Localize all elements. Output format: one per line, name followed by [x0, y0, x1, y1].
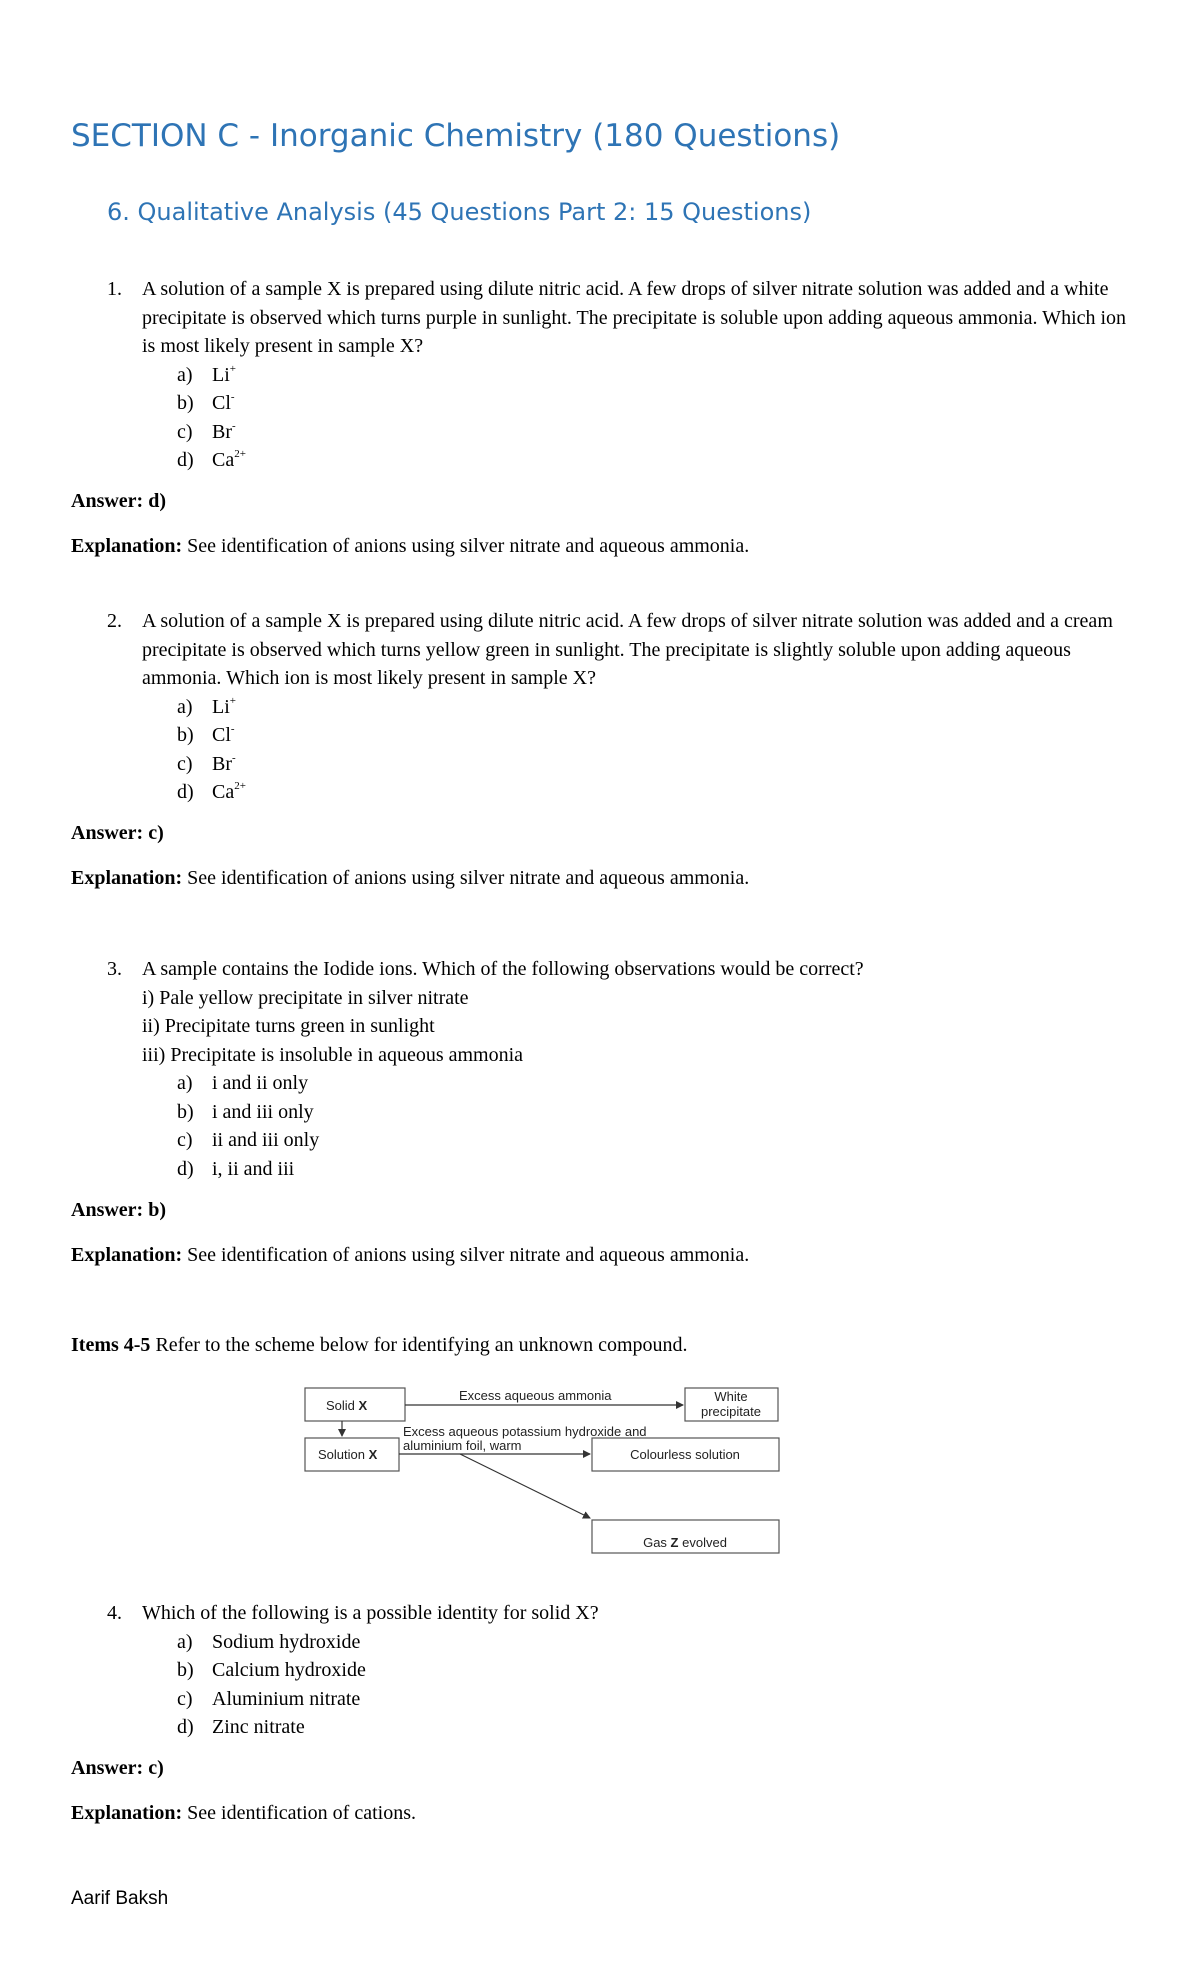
option-a	[177, 1628, 1127, 1657]
explanation-text: See identification of anions using silver nitrate and aqueous ammonia.	[187, 867, 750, 889]
option-charge: 2+	[234, 448, 246, 460]
option-text: Zinc nitrate	[212, 1716, 305, 1738]
option-b	[177, 1098, 1127, 1127]
explanation-label: Explanation:	[71, 1244, 183, 1266]
white-precipitate-line1: White	[714, 1389, 748, 1404]
option-charge: +	[229, 362, 236, 375]
explanation-text: See identification of cations.	[187, 1802, 416, 1824]
options-list	[177, 361, 1127, 475]
option-letter: a)	[177, 1630, 193, 1653]
option-text: Ca	[212, 449, 235, 471]
white-precipitate-line2: precipitate	[701, 1404, 761, 1419]
option-text: Br	[212, 752, 232, 775]
explanation-label: Explanation:	[71, 867, 183, 889]
option-text: i and ii only	[212, 1072, 309, 1094]
items-intro	[71, 1334, 688, 1357]
question-stem: A sample contains the Iodide ions. Which of the following observations would be correct?	[142, 958, 864, 980]
option-text: Aluminium nitrate	[212, 1687, 361, 1710]
option-text: Cl	[212, 724, 231, 746]
option-c	[177, 418, 1127, 447]
question-number: 1.	[107, 278, 122, 300]
option-letter: c)	[177, 1687, 193, 1710]
question-1	[107, 275, 1127, 475]
koh-label-line2: aluminium foil, warm	[403, 1438, 522, 1453]
option-a	[177, 1069, 1127, 1098]
option-letter: b)	[177, 1659, 194, 1681]
items-text: Refer to the scheme below for identifying an unknown compound.	[155, 1334, 688, 1356]
option-d	[177, 1713, 1127, 1742]
option-charge: 2+	[234, 780, 246, 792]
option-charge: +	[229, 694, 236, 707]
option-text: Li	[212, 363, 230, 386]
question-number: 2.	[107, 610, 122, 632]
option-letter: a)	[177, 695, 193, 718]
statement-iii: iii) Precipitate is insoluble in aqueous ammonia	[142, 1043, 524, 1066]
explanation-label: Explanation:	[71, 535, 183, 557]
statement-ii: ii) Precipitate turns green in sunlight	[142, 1015, 435, 1037]
option-c	[177, 1126, 1127, 1155]
option-text: Calcium hydroxide	[212, 1659, 366, 1681]
option-letter: d)	[177, 781, 194, 803]
option-d	[177, 1155, 1127, 1184]
option-a	[177, 361, 1127, 390]
option-c	[177, 750, 1127, 779]
option-letter: c)	[177, 752, 193, 775]
option-letter: d)	[177, 1157, 194, 1180]
answer-1: Answer: d)	[71, 490, 166, 512]
options-list	[177, 1069, 1127, 1183]
option-text: i and iii only	[212, 1100, 314, 1123]
excess-ammonia-label: Excess aqueous ammonia	[459, 1388, 612, 1403]
explanation-3	[71, 1244, 749, 1267]
option-letter: c)	[177, 420, 193, 443]
options-list	[177, 1628, 1127, 1742]
solid-x-label: Solid X	[326, 1398, 368, 1413]
option-letter: a)	[177, 363, 193, 386]
question-2	[107, 607, 1127, 807]
question-stem: Which of the following is a possible identity for solid X?	[142, 1602, 599, 1624]
explanation-label: Explanation:	[71, 1802, 183, 1824]
option-charge: -	[232, 751, 236, 764]
option-letter: d)	[177, 1716, 194, 1738]
answer-4: Answer: c)	[71, 1757, 164, 1779]
question-stem: A solution of a sample X is prepared using dilute nitric acid. A few drops of silver nitrate solution was added and a cream precipitate is observed which turns yellow green in sunlight. The precipitate is slightly soluble upon adding aqueous ammonia. Which ion is most likely present in sample X?	[142, 610, 1113, 689]
option-letter: b)	[177, 1100, 194, 1123]
option-letter: b)	[177, 392, 194, 414]
option-a	[177, 693, 1127, 722]
identification-scheme-diagram	[300, 1383, 780, 1558]
option-letter: b)	[177, 724, 194, 746]
option-b	[177, 721, 1127, 750]
koh-label-line1: Excess aqueous potassium hydroxide and	[403, 1424, 647, 1439]
gas-z-label: Gas Z evolved	[643, 1535, 727, 1550]
option-letter: d)	[177, 449, 194, 471]
explanation-1	[71, 535, 749, 558]
option-c	[177, 1685, 1127, 1714]
option-letter: c)	[177, 1129, 193, 1151]
answer-3: Answer: b)	[71, 1199, 166, 1221]
section-title: SECTION C - Inorganic Chemistry (180 Questions)	[71, 118, 841, 154]
subsection-title: 6. Qualitative Analysis (45 Questions Part 2: 15 Questions)	[107, 198, 812, 226]
question-stem: A solution of a sample X is prepared using dilute nitric acid. A few drops of silver nitrate solution was added and a white precipitate is observed which turns purple in sunlight. The precipitate is soluble upon adding aqueous ammonia. Which ion is most likely present in sample X?	[142, 278, 1127, 357]
question-number: 4.	[107, 1602, 122, 1624]
option-text: Br	[212, 420, 232, 443]
explanation-4	[71, 1802, 416, 1825]
option-b	[177, 1656, 1127, 1685]
option-text: i, ii and iii	[212, 1157, 295, 1180]
option-text: Sodium hydroxide	[212, 1630, 361, 1653]
explanation-text: See identification of anions using silver nitrate and aqueous ammonia.	[187, 535, 750, 557]
option-charge: -	[232, 419, 236, 432]
option-text: Cl	[212, 392, 231, 414]
option-charge: -	[230, 723, 235, 735]
option-text: Li	[212, 695, 230, 718]
question-number: 3.	[107, 958, 122, 980]
explanation-2	[71, 867, 749, 890]
option-text: Ca	[212, 781, 235, 803]
colourless-solution-label: Colourless solution	[630, 1447, 740, 1462]
answer-2: Answer: c)	[71, 822, 164, 844]
question-3	[107, 955, 1127, 1183]
statement-i: i) Pale yellow precipitate in silver nitrate	[142, 986, 469, 1009]
option-b	[177, 389, 1127, 418]
items-label: Items 4-5	[71, 1334, 151, 1356]
option-d	[177, 446, 1127, 475]
option-d	[177, 778, 1127, 807]
explanation-text: See identification of anions using silver nitrate and aqueous ammonia.	[187, 1244, 750, 1266]
option-charge: -	[230, 391, 235, 403]
arrow-to-gas	[460, 1454, 590, 1518]
option-text: ii and iii only	[212, 1129, 320, 1151]
question-4	[107, 1599, 1127, 1742]
footer-author: Aarif Baksh	[71, 1888, 169, 1909]
option-letter: a)	[177, 1072, 193, 1094]
options-list	[177, 693, 1127, 807]
solution-x-label: Solution X	[318, 1447, 378, 1462]
